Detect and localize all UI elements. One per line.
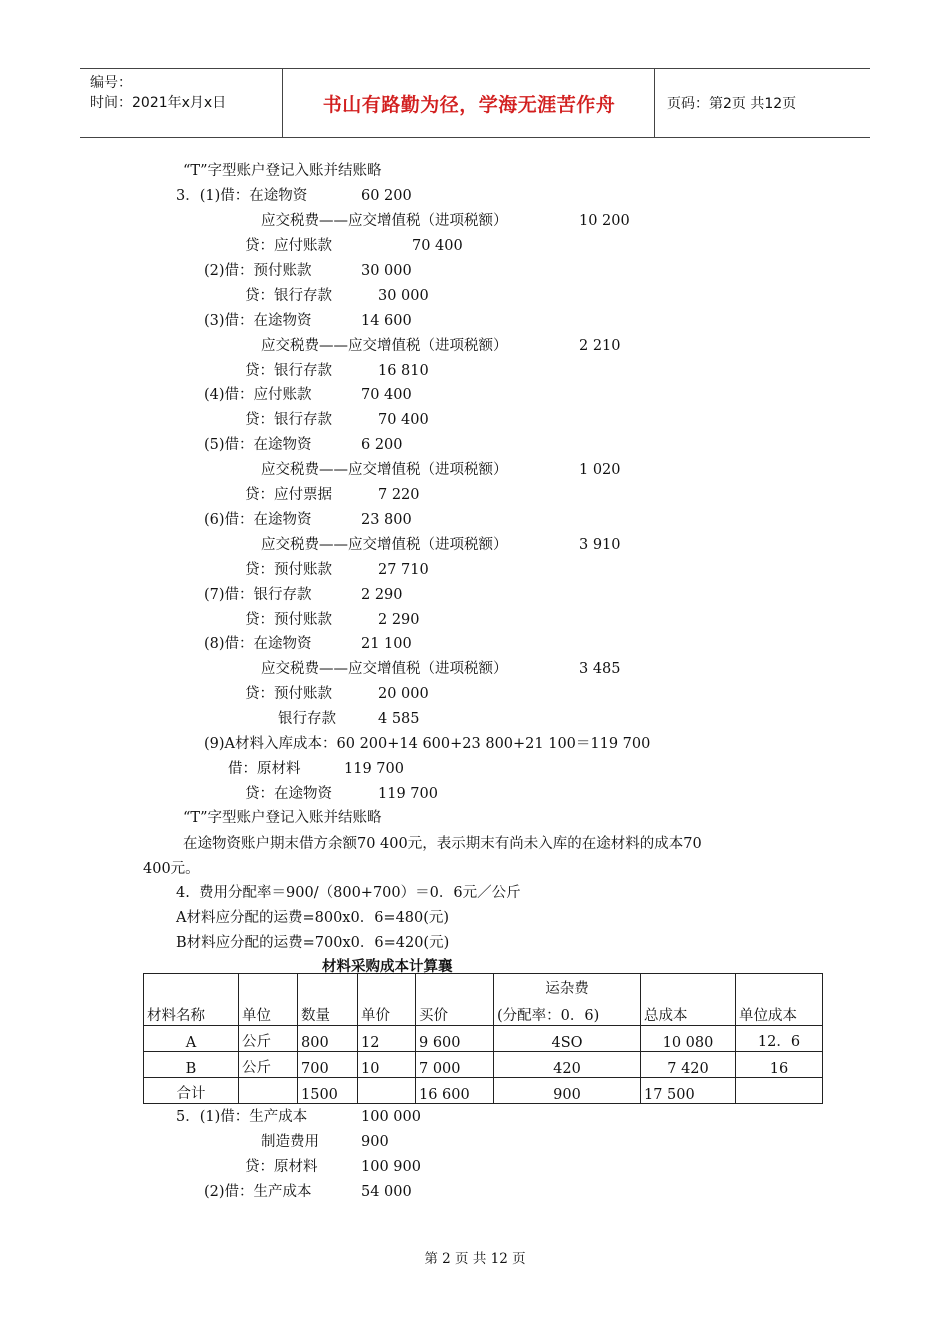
line-amount: 7 220 [378,487,420,503]
table-cell: 420 [494,1052,641,1078]
line-text: “T”字型账户登记入账并结账略 [183,163,382,179]
table-header-row [144,974,823,1026]
table-cell: 700 [298,1052,358,1078]
page-footer: 第 2 页 共 12 页 [424,1251,526,1267]
line-text: 贷：预付账款 [245,686,332,702]
freight-top: 运杂费 [545,981,589,997]
line-amount: 21 100 [361,636,412,652]
line-text: 贷：银行存款 [245,288,332,304]
line-text: 4. 费用分配率＝900/（800+700）＝0．6元／公斤 [176,885,521,901]
number-label: 编号： [90,75,132,91]
line-text: 应交税费——应交增值税（进项税额） [261,338,508,354]
line-amount: 6 200 [361,437,403,453]
line-text: 400元。 [143,861,200,877]
line-text: (2)借：生产成本 [204,1184,312,1200]
line-amount: 4 585 [378,711,420,727]
line-text: 银行存款 [278,711,336,727]
table-cell [358,1078,416,1104]
table-row [144,1026,823,1052]
line-text: 制造费用 [261,1134,319,1150]
table-title: 材料采购成本计算襄 [322,959,453,975]
table-cell: 16 [736,1052,823,1078]
line-text: 贷：应付票据 [245,487,332,503]
line-amount: 54 000 [361,1184,412,1200]
line-text: 应交税费——应交增值税（进项税额） [261,462,508,478]
table-cell [736,1078,823,1104]
cost-table [143,973,823,1104]
time-label: 时间：2021年x月x日 [90,95,227,111]
line-text: 贷：应付账款 [245,238,332,254]
table-cell: 1500 [298,1078,358,1104]
line-text: (4)借：应付账款 [204,387,312,403]
line-amount: 3 485 [579,661,621,677]
line-text: A材料应分配的运费=800x0．6=480(元) [176,910,450,926]
table-cell: 公斤 [239,1052,298,1078]
line-amount: 3 910 [579,537,621,553]
header-cell: 单位成本 [736,974,823,1026]
table-cell [239,1078,298,1104]
line-text: 贷：银行存款 [245,363,332,379]
line-amount: 70 400 [412,238,463,254]
line-text: (2)借：预付账款 [204,263,312,279]
table-cell: 17 500 [641,1078,736,1104]
line-amount: 70 400 [361,387,412,403]
header-meta [90,73,226,113]
line-amount: 16 810 [378,363,429,379]
line-text: (7)借：银行存款 [204,587,312,603]
line-amount: 100 000 [361,1109,421,1125]
table-cell: 900 [494,1078,641,1104]
line-amount: 23 800 [361,512,412,528]
page-header [80,68,870,138]
line-amount: 30 000 [361,263,412,279]
line-amount: 1 020 [579,462,621,478]
line-text: 贷：原材料 [245,1159,318,1175]
line-text: 5．(1)借：生产成本 [176,1109,308,1125]
line-text: (5)借：在途物资 [204,437,312,453]
line-amount: 119 700 [378,786,438,802]
line-text: 贷：在途物资 [245,786,332,802]
table-cell: 12．6 [736,1026,823,1052]
line-amount: 2 210 [579,338,621,354]
line-amount: 2 290 [361,587,403,603]
line-amount: 10 200 [579,213,630,229]
header-cell: 单价 [358,974,416,1026]
line-amount: 100 900 [361,1159,421,1175]
motto: 书山有路勤为径，学海无涯苦作舟 [322,94,616,116]
table-row [144,1052,823,1078]
table-total-row [144,1078,823,1104]
line-amount: 60 200 [361,188,412,204]
line-text: 3．(1)借：在途物资 [176,188,308,204]
page-label: 页码：第2页 共12页 [667,96,797,112]
table-cell: B [144,1052,239,1078]
table-cell: 800 [298,1026,358,1052]
line-text: 在途物资账户期末借方余额70 400元，表示期末有尚未入库的在途材料的成本70 [183,836,702,852]
table-cell: 9 600 [416,1026,494,1052]
line-amount: 30 000 [378,288,429,304]
table-cell: 7 000 [416,1052,494,1078]
line-amount: 27 710 [378,562,429,578]
header-cell: 材料名称 [144,974,239,1026]
line-text: 应交税费——应交增值税（进项税额） [261,661,508,677]
line-amount: 20 000 [378,686,429,702]
header-cell: 买价 [416,974,494,1026]
table-cell: 16 600 [416,1078,494,1104]
line-text: 应交税费——应交增值税（进项税额） [261,537,508,553]
line-text: “T”字型账户登记入账并结账略 [183,810,382,826]
line-amount: 2 290 [378,612,420,628]
table-cell: 10 080 [641,1026,736,1052]
line-amount: 14 600 [361,313,412,329]
line-text: (8)借：在途物资 [204,636,312,652]
table-cell: 12 [358,1026,416,1052]
line-amount: 900 [361,1134,389,1150]
table-cell: 10 [358,1052,416,1078]
line-text: B材料应分配的运费=700x0．6=420(元) [176,935,450,951]
table-cell: 7 420 [641,1052,736,1078]
line-text: 借：原材料 [228,761,301,777]
line-text: 贷：预付账款 [245,612,332,628]
table-cell: A [144,1026,239,1052]
header-cell: 总成本 [641,974,736,1026]
header-cell: 单位 [239,974,298,1026]
header-cell-freight [494,974,641,1026]
table-cell: 合计 [144,1078,239,1104]
header-cell: 数量 [298,974,358,1026]
table-cell: 4SO [494,1026,641,1052]
line-text: (3)借：在途物资 [204,313,312,329]
line-text: 应交税费——应交增值税（进项税额） [261,213,508,229]
table-cell: 公斤 [239,1026,298,1052]
line-text: 贷：预付账款 [245,562,332,578]
line-text: (9)A材料入库成本：60 200+14 600+23 800+21 100＝119 700 [204,736,651,752]
line-amount: 119 700 [344,761,404,777]
freight-rate: (分配率：0．6) [497,1008,600,1024]
line-text: 贷：银行存款 [245,412,332,428]
line-text: (6)借：在途物资 [204,512,312,528]
line-amount: 70 400 [378,412,429,428]
